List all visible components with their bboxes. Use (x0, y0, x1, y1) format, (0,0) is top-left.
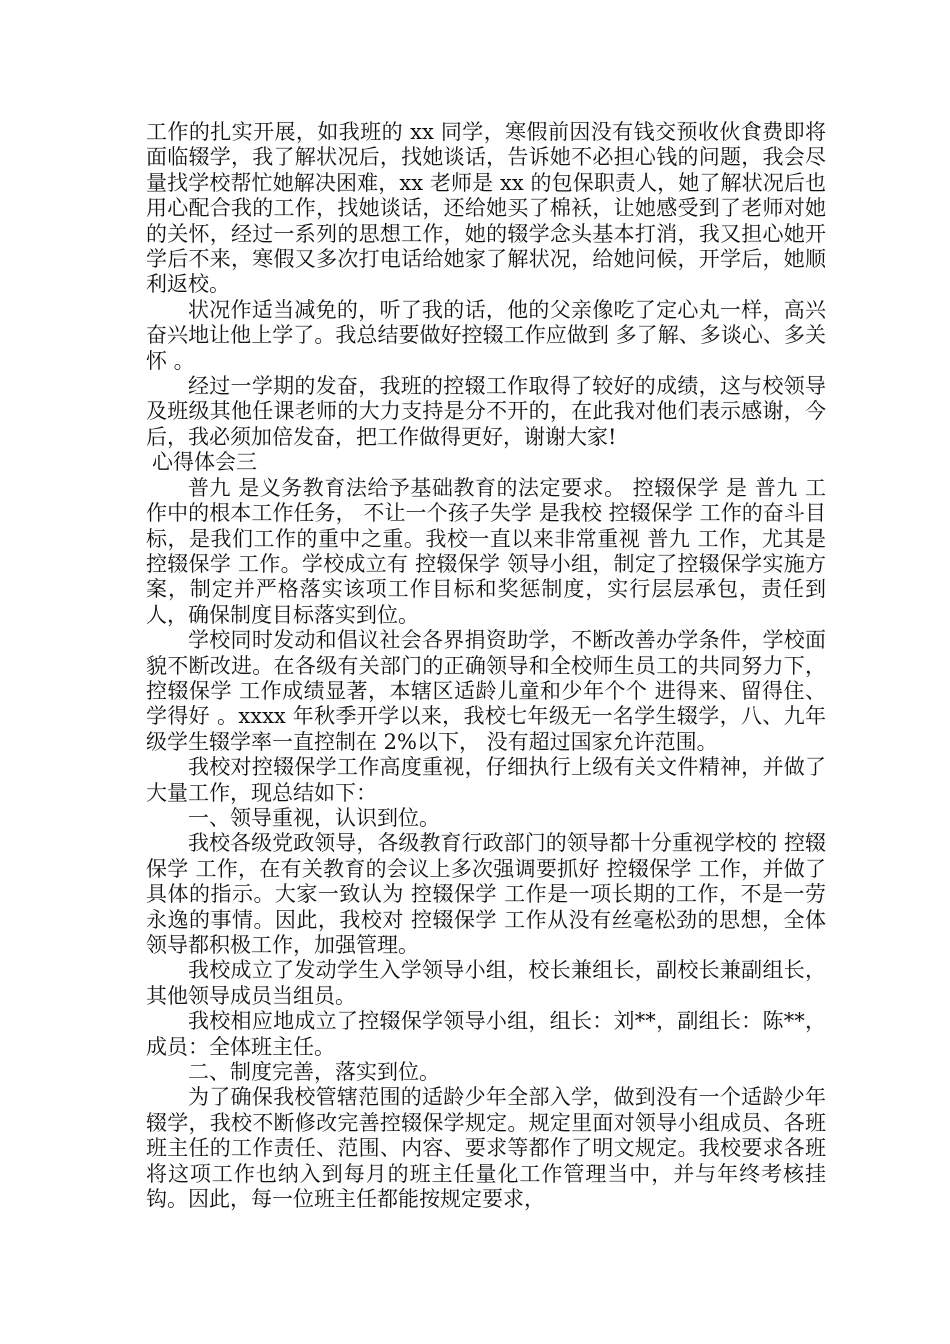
paragraph-4: 普九 是义务教育法给予基础教育的法定要求。 控辍保学 是 普九 工作中的根本工作任务， 不让一个孩子失学 是我校 控辍保学 工作的奋斗目标，是我们工作的重中之重。我校一直以来非常重视 普九 工作，尤其是 控辍保学 工作。学校成立有 控辍保学 领导小组，制定了控辍保学实施方案，制定并严格落实该项工作目标和奖惩制度，实行层层承包，责任到人，确保制度目标落实到位。 (146, 475, 826, 627)
document-page (146, 120, 826, 1212)
paragraph-1: 工作的扎实开展，如我班的 xx 同学，寒假前因没有钱交预收伙食费即将面临辍学，我了解状况后，找她谈话，告诉她不必担心钱的问题，我会尽量找学校帮忙她解决困难，xx 老师是 xx 的包保职责人，她了解状况后也用心配合我的工作，找她谈话，还给她买了棉袄，让她感受到了老师对她的关怀，经过一系列的思想工作，她的辍学念头基本打消，我又担心她开学后不来，寒假又多次打电话给她家了解状况，给她问候，开学后，她顺利返校。 (146, 120, 826, 297)
paragraph-3: 经过一学期的发奋，我班的控辍工作取得了较好的成绩，这与校领导及班级其他任课老师的大力支持是分不开的，在此我对他们表示感谢，今后，我必须加倍发奋，把工作做得更好，谢谢大家! (146, 374, 826, 449)
subheading-1: 一、领导重视，认识到位。 (188, 805, 440, 830)
paragraph-9: 我校相应地成立了控辍保学领导小组，组长：刘**，副组长：陈**，成员：全体班主任。 (146, 1009, 826, 1059)
paragraph-7: 我校各级党政领导，各级教育行政部门的领导都十分重视学校的 控辍保学 工作，在有关教育的会议上多次强调要抓好 控辍保学 工作，并做了具体的指示。大家一致认为 控辍保学 工作是一项长期的工作，不是一劳永逸的事情。因此，我校对 控辍保学 工作从没有丝毫松劲的思想，全体领导都积极工作，加强管理。 (146, 831, 826, 957)
paragraph-2: 状况作适当减免的，听了我的话，他的父亲像吃了定心丸一样，高兴奋兴地让他上学了。我总结要做好控辍工作应做到 多了解、多谈心、多关怀 。 (146, 297, 826, 373)
section-heading: 心得体会三 (152, 450, 257, 475)
subheading-2: 二、制度完善，落实到位。 (188, 1060, 440, 1085)
paragraph-5: 学校同时发动和倡议社会各界捐资助学，不断改善办学条件，学校面貌不断改进。在各级有关部门的正确领导和全校师生员工的共同努力下， 控辍保学 工作成绩显著，本辖区适龄儿童和少年个个 进得来、留得住、学得好 。xxxx 年秋季开学以来，我校七年级无一名学生辍学，八、九年级学生辍学率一直控制在 2%以下， 没有超过国家允许范围。 (146, 628, 826, 754)
paragraph-8: 我校成立了发动学生入学领导小组，校长兼组长，副校长兼副组长，其他领导成员当组员。 (146, 958, 826, 1008)
paragraph-10: 为了确保我校管辖范围的适龄少年全部入学，做到没有一个适龄少年辍学，我校不断修改完善控辍保学规定。规定里面对领导小组成员、各班班主任的工作责任、范围、内容、要求等都作了明文规定。我校要求各班将这项工作也纳入到每月的班主任量化工作管理当中，并与年终考核挂钩。因此，每一位班主任都能按规定要求， (146, 1085, 826, 1212)
paragraph-6: 我校对控辍保学工作高度重视，仔细执行上级有关文件精神，并做了大量工作，现总结如下： (146, 755, 826, 805)
